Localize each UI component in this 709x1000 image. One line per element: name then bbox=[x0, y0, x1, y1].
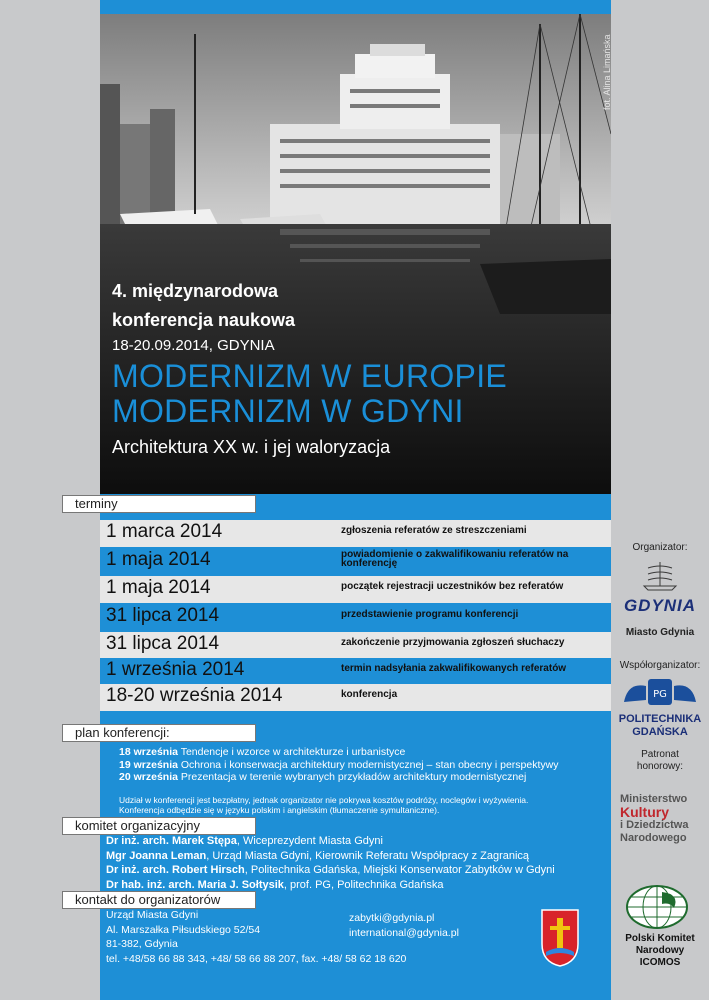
main-title-line-2: MODERNIZM W GDYNI bbox=[112, 393, 464, 429]
term-row bbox=[100, 632, 611, 659]
gdynia-crest-icon bbox=[540, 908, 580, 968]
committee-member bbox=[106, 878, 606, 893]
plan-list bbox=[119, 746, 609, 784]
photo-credit-text: fot. Alina Limańska bbox=[602, 34, 612, 110]
term-description: konferencja bbox=[341, 689, 398, 700]
term-description: termin nadsyłania zakwalifikowanych referatów bbox=[341, 663, 567, 674]
patron-label-1: Patronat bbox=[641, 749, 679, 760]
term-date: 1 maja 2014 bbox=[106, 577, 211, 598]
email-link[interactable]: zabytki@gdynia.pl bbox=[349, 912, 435, 924]
member-name: Dr hab. inż. arch. Maria J. Sołtysik bbox=[106, 878, 284, 891]
subtitle: Architektura XX w. i jej waloryzacja bbox=[112, 437, 391, 457]
organizer-label: Organizator: bbox=[632, 542, 688, 553]
plan-note-line: Udział w konferencji jest bezpłatny, jednak organizator nie pokrywa kosztów podróży, noclegów i wyżywienia. bbox=[119, 795, 529, 805]
gdynia-caption: Miasto Gdynia bbox=[625, 627, 695, 638]
icomos-line-3: ICOMOS bbox=[639, 957, 681, 968]
member-role: , Urząd Miasta Gdyni, Kierownik Referatu Współpracy z Zagranicą bbox=[206, 849, 530, 862]
photo-credit bbox=[588, 20, 612, 130]
term-date: 31 lipca 2014 bbox=[106, 605, 220, 626]
term-row bbox=[100, 604, 611, 631]
ministry-line-1: Ministerstwo bbox=[620, 793, 688, 805]
term-date: 1 maja 2014 bbox=[106, 549, 211, 570]
contact-phone: tel. +48/58 66 88 343, +48/ 58 66 88 207, fax. +48/ 58 62 18 620 bbox=[106, 952, 407, 965]
sailing-ship-icon bbox=[640, 560, 680, 592]
committee-list bbox=[106, 834, 606, 892]
member-role: , Politechnika Gdańska, Miejski Konserwator Zabytków w Gdyni bbox=[244, 864, 555, 876]
patron-label-2: honorowy: bbox=[636, 761, 684, 772]
terms-section-label: terminy bbox=[62, 495, 256, 513]
icomos-line-1: Polski Komitet bbox=[625, 933, 695, 944]
plan-day: 19 września bbox=[119, 758, 178, 771]
term-row bbox=[100, 658, 611, 685]
contact-section-label: kontakt do organizatorów bbox=[62, 891, 256, 909]
term-description: zakończenie przyjmowania zgłoszeń słuchaczy bbox=[341, 637, 565, 648]
top-accent-strip bbox=[100, 0, 611, 14]
intro-line-2: konferencja naukowa bbox=[112, 310, 296, 330]
plan-item bbox=[119, 771, 609, 784]
pg-name-line-1: POLITECHNIKA bbox=[618, 713, 702, 725]
contact-line: Al. Marszałka Piłsudskiego 52/54 bbox=[106, 923, 261, 936]
term-date: 1 września 2014 bbox=[106, 659, 245, 680]
committee-section-label: komitet organizacyjny bbox=[62, 817, 256, 835]
contact-line: 81-382, Gdynia bbox=[106, 938, 178, 950]
contact-emails bbox=[349, 911, 499, 940]
term-description: przedstawienie programu konferencji bbox=[341, 609, 519, 620]
plan-note-line: Konferencja odbędzie się w języku polskim i angielskim (tłumaczenie symultaniczne). bbox=[119, 805, 440, 815]
ministry-logo bbox=[620, 793, 706, 845]
email-link[interactable]: international@gdynia.pl bbox=[349, 926, 459, 939]
plan-day: 18 września bbox=[119, 746, 178, 758]
committee-member bbox=[106, 849, 606, 864]
svg-text:PG: PG bbox=[653, 689, 667, 700]
member-name: Dr inż. arch. Robert Hirsch bbox=[106, 864, 245, 876]
member-role: , Wiceprezydent Miasta Gdyni bbox=[236, 835, 383, 847]
date-location: 18-20.09.2014, GDYNIA bbox=[112, 337, 275, 354]
committee-member bbox=[106, 834, 606, 849]
term-description: zgłoszenia referatów ze streszczeniami bbox=[341, 525, 527, 536]
term-date: 18-20 września 2014 bbox=[106, 685, 283, 706]
plan-section-label: plan konferencji: bbox=[62, 724, 256, 742]
intro-line-1: 4. międzynarodowa bbox=[112, 281, 279, 301]
term-row bbox=[100, 684, 611, 711]
member-name: Dr inż. arch. Marek Stępa bbox=[106, 835, 237, 847]
plan-topic: Prezentacja w terenie wybranych przykładów architektury modernistycznej bbox=[180, 771, 527, 783]
politechnika-crest-icon bbox=[620, 676, 700, 708]
icomos-globe-icon bbox=[622, 884, 692, 930]
plan-item bbox=[119, 759, 609, 772]
contact-line: Urząd Miasta Gdyni bbox=[106, 909, 199, 921]
plan-topic: Ochrona i konserwacja architektury modernistycznej – stan obecny i perspektywy bbox=[180, 758, 559, 771]
ministry-line-2: Kultury bbox=[620, 804, 669, 820]
term-row bbox=[100, 548, 611, 575]
pg-name-line-2: GDAŃSKA bbox=[632, 726, 688, 738]
plan-item bbox=[119, 746, 609, 759]
main-title-line-1: MODERNIZM W EUROPIE bbox=[112, 358, 508, 394]
term-description: początek rejestracji uczestników bez referatów bbox=[341, 581, 564, 592]
plan-note bbox=[119, 795, 609, 815]
term-row bbox=[100, 576, 611, 603]
plan-day: 20 września bbox=[119, 771, 178, 783]
gdynia-logo: GDYNIA bbox=[623, 596, 697, 615]
icomos-line-2: Narodowy bbox=[635, 945, 685, 956]
plan-topic: Tendencje i wzorce w architekturze i urbanistyce bbox=[180, 746, 406, 758]
coorganizer-label: Współorganizator: bbox=[619, 660, 701, 671]
member-name: Mgr Joanna Leman bbox=[106, 849, 207, 862]
ministry-line-3: i Dziedzictwa bbox=[620, 819, 689, 831]
committee-member bbox=[106, 863, 606, 878]
ministry-line-4: Narodowego bbox=[620, 832, 687, 844]
term-date: 1 marca 2014 bbox=[106, 521, 223, 542]
term-description: powiadomienie o zakwalifikowaniu referatów na konferencję bbox=[341, 549, 569, 569]
term-date: 31 lipca 2014 bbox=[106, 633, 220, 654]
term-row bbox=[100, 520, 611, 547]
member-role: , prof. PG, Politechnika Gdańska bbox=[283, 878, 444, 891]
